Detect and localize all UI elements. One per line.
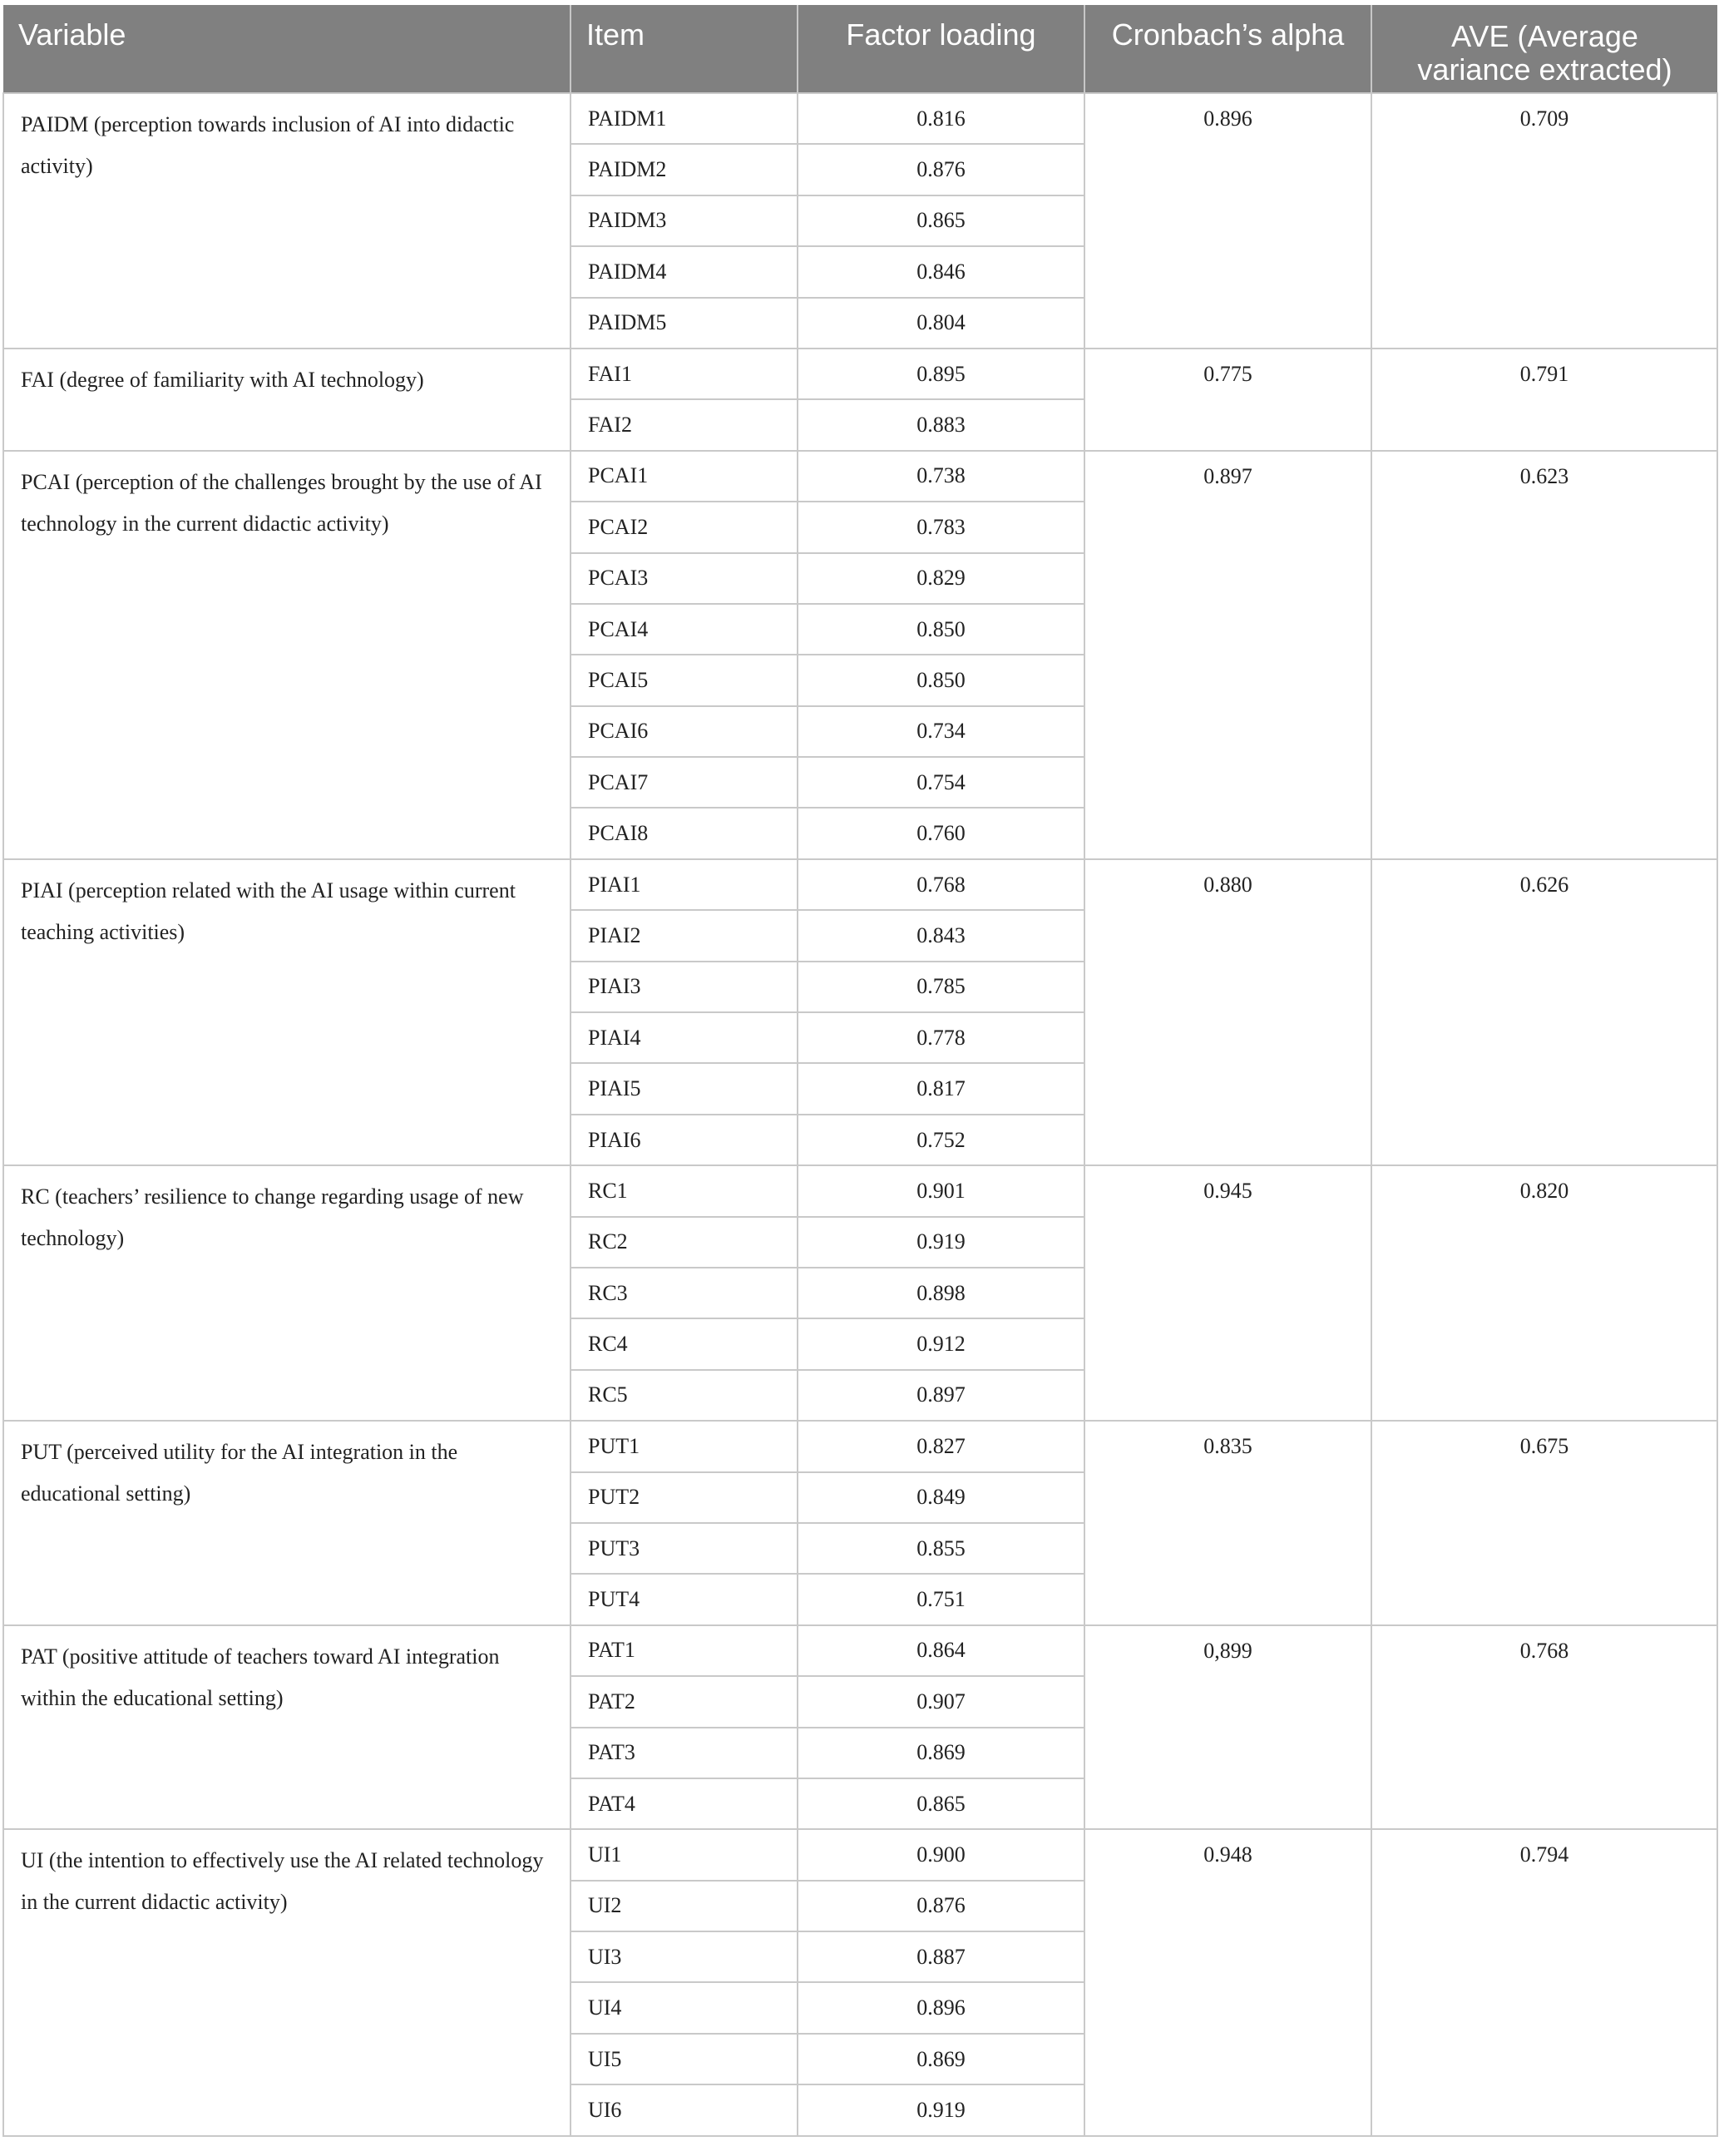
variable-cell: [3, 859, 571, 1165]
item-cell: PAT2: [571, 1676, 798, 1727]
table-row: [3, 1165, 1717, 1216]
factor-loading-cell: 0.768: [798, 859, 1084, 910]
table-row: [3, 859, 1717, 910]
item-cell: FAI1: [571, 349, 798, 399]
factor-loading-cell: 0.829: [798, 553, 1084, 604]
item-cell: PCAI2: [571, 502, 798, 552]
factor-loading-cell: 0.827: [798, 1421, 1084, 1471]
item-cell: PCAI6: [571, 706, 798, 757]
variable-label: PIAI (perception related with the AI usage within current teaching activities): [21, 878, 516, 944]
variable-label: PCAI (perception of the challenges brought by the use of AI technology in the current didactic activity): [21, 469, 542, 536]
item-cell: PUT2: [571, 1472, 798, 1523]
factor-loading-cell: 0.876: [798, 144, 1084, 195]
variable-label: FAI (degree of familiarity with AI technology): [21, 367, 424, 392]
table-header: [3, 5, 1717, 93]
item-cell: RC4: [571, 1318, 798, 1369]
item-cell: PAIDM4: [571, 246, 798, 297]
factor-loading-cell: 0.816: [798, 93, 1084, 144]
item-cell: PCAI8: [571, 808, 798, 858]
item-cell: PIAI3: [571, 962, 798, 1012]
item-cell: PAT4: [571, 1778, 798, 1829]
variable-label: PUT (perceived utility for the AI integration in the educational setting): [21, 1440, 458, 1506]
item-cell: PAT1: [571, 1625, 798, 1676]
factor-loading-cell: 0.919: [798, 2084, 1084, 2135]
header-ave: [1371, 5, 1717, 93]
cronbach-alpha-cell: 0.945: [1084, 1165, 1371, 1421]
variable-cell: [3, 451, 571, 859]
cronbach-alpha-cell: 0.775: [1084, 349, 1371, 451]
ave-cell: 0.626: [1371, 859, 1717, 1165]
variable-label: UI (the intention to effectively use the AI related technology in the current didactic activity): [21, 1848, 544, 1915]
item-cell: PIAI6: [571, 1115, 798, 1165]
factor-loading-cell: 0.738: [798, 451, 1084, 502]
header-variable: Variable: [3, 5, 571, 93]
factor-loading-cell: 0.817: [798, 1063, 1084, 1114]
variable-cell: [3, 1421, 571, 1625]
variable-cell: [3, 93, 571, 349]
factor-loading-cell: 0.912: [798, 1318, 1084, 1369]
factor-loading-cell: 0.846: [798, 246, 1084, 297]
cronbach-alpha-cell: 0.948: [1084, 1829, 1371, 2135]
item-cell: RC3: [571, 1268, 798, 1318]
factor-loading-cell: 0.876: [798, 1881, 1084, 1931]
variable-label: PAIDM (perception towards inclusion of AI into didactic activity): [21, 112, 515, 178]
factor-loading-cell: 0.900: [798, 1829, 1084, 1880]
factor-loading-cell: 0.896: [798, 1982, 1084, 2033]
ave-cell: 0.820: [1371, 1165, 1717, 1421]
ave-cell: 0.623: [1371, 451, 1717, 859]
factor-loading-cell: 0.887: [798, 1931, 1084, 1982]
factor-loading-cell: 0.734: [798, 706, 1084, 757]
header-item: Item: [571, 5, 798, 93]
header-ave-line1: AVE (Average: [1451, 19, 1638, 53]
factor-loading-cell: 0.785: [798, 962, 1084, 1012]
item-cell: PIAI1: [571, 859, 798, 910]
factor-loading-cell: 0.843: [798, 910, 1084, 961]
variable-cell: [3, 1165, 571, 1421]
item-cell: RC1: [571, 1165, 798, 1216]
item-cell: PAIDM3: [571, 195, 798, 246]
measurement-model-table: [2, 5, 1718, 2137]
header-cronbach-alpha: Cronbach’s alpha: [1084, 5, 1371, 93]
cronbach-alpha-cell: 0.835: [1084, 1421, 1371, 1625]
factor-loading-cell: 0.895: [798, 349, 1084, 399]
item-cell: PCAI5: [571, 655, 798, 705]
ave-cell: 0.675: [1371, 1421, 1717, 1625]
item-cell: PCAI7: [571, 757, 798, 808]
factor-loading-cell: 0.752: [798, 1115, 1084, 1165]
factor-loading-cell: 0.760: [798, 808, 1084, 858]
ave-cell: 0.791: [1371, 349, 1717, 451]
factor-loading-cell: 0.778: [798, 1012, 1084, 1063]
item-cell: UI5: [571, 2034, 798, 2084]
factor-loading-cell: 0.751: [798, 1574, 1084, 1624]
factor-loading-cell: 0.855: [798, 1523, 1084, 1574]
item-cell: PIAI2: [571, 910, 798, 961]
variable-label: RC (teachers’ resilience to change regarding usage of new technology): [21, 1184, 524, 1251]
item-cell: UI4: [571, 1982, 798, 2033]
cronbach-alpha-cell: 0.880: [1084, 859, 1371, 1165]
variable-label: PAT (positive attitude of teachers toward AI integration within the educational setting): [21, 1644, 500, 1710]
table-row: [3, 1625, 1717, 1676]
cronbach-alpha-cell: 0,899: [1084, 1625, 1371, 1830]
table-row: [3, 451, 1717, 502]
item-cell: RC2: [571, 1217, 798, 1268]
ave-cell: 0.794: [1371, 1829, 1717, 2135]
factor-loading-cell: 0.869: [798, 2034, 1084, 2084]
factor-loading-cell: 0.865: [798, 1778, 1084, 1829]
item-cell: PUT4: [571, 1574, 798, 1624]
item-cell: PIAI4: [571, 1012, 798, 1063]
table-row: [3, 93, 1717, 144]
factor-loading-cell: 0.804: [798, 298, 1084, 349]
item-cell: PCAI4: [571, 604, 798, 655]
factor-loading-cell: 0.919: [798, 1217, 1084, 1268]
item-cell: PAT3: [571, 1728, 798, 1778]
factor-loading-cell: 0.883: [798, 399, 1084, 450]
item-cell: PCAI3: [571, 553, 798, 604]
factor-loading-cell: 0.865: [798, 195, 1084, 246]
item-cell: PAIDM2: [571, 144, 798, 195]
item-cell: RC5: [571, 1370, 798, 1421]
table-body: [3, 93, 1717, 2136]
item-cell: PIAI5: [571, 1063, 798, 1114]
factor-loading-cell: 0.901: [798, 1165, 1084, 1216]
table-row: [3, 1421, 1717, 1471]
header-factor-loading: Factor loading: [798, 5, 1084, 93]
item-cell: UI3: [571, 1931, 798, 1982]
variable-cell: [3, 349, 571, 451]
factor-loading-cell: 0.850: [798, 604, 1084, 655]
factor-loading-cell: 0.869: [798, 1728, 1084, 1778]
ave-cell: 0.768: [1371, 1625, 1717, 1830]
variable-cell: [3, 1829, 571, 2135]
item-cell: PUT3: [571, 1523, 798, 1574]
factor-loading-cell: 0.898: [798, 1268, 1084, 1318]
factor-loading-cell: 0.864: [798, 1625, 1084, 1676]
header-row: [3, 5, 1717, 93]
item-cell: UI2: [571, 1881, 798, 1931]
factor-loading-cell: 0.907: [798, 1676, 1084, 1727]
factor-loading-cell: 0.783: [798, 502, 1084, 552]
cronbach-alpha-cell: 0.897: [1084, 451, 1371, 859]
header-ave-line2: variance extracted): [1417, 52, 1672, 87]
factor-loading-cell: 0.754: [798, 757, 1084, 808]
item-cell: UI6: [571, 2084, 798, 2135]
item-cell: PCAI1: [571, 451, 798, 502]
item-cell: PAIDM1: [571, 93, 798, 144]
item-cell: PUT1: [571, 1421, 798, 1471]
factor-loading-cell: 0.850: [798, 655, 1084, 705]
cronbach-alpha-cell: 0.896: [1084, 93, 1371, 349]
item-cell: FAI2: [571, 399, 798, 450]
variable-cell: [3, 1625, 571, 1830]
factor-loading-cell: 0.849: [798, 1472, 1084, 1523]
table-row: [3, 349, 1717, 399]
item-cell: UI1: [571, 1829, 798, 1880]
item-cell: PAIDM5: [571, 298, 798, 349]
table-row: [3, 1829, 1717, 1880]
factor-loading-cell: 0.897: [798, 1370, 1084, 1421]
ave-cell: 0.709: [1371, 93, 1717, 349]
